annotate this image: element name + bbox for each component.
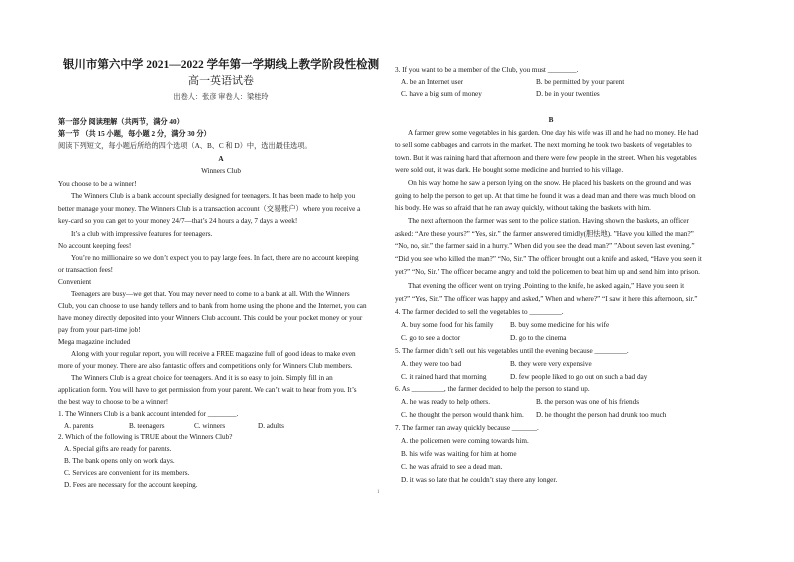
q5-option-a: A. they were too bad — [401, 360, 462, 368]
passage-line: or transaction fees! — [58, 266, 114, 274]
q1-option-c: C. winners — [194, 422, 226, 430]
question-7: 7. The farmer ran away quickly because _______. — [395, 424, 539, 432]
q4-option-a: A. buy some food for his family — [401, 321, 494, 329]
passage-line: going to help the person to get up. At that time he found it was a dead man and there was much blood on — [395, 192, 696, 200]
exam-authors: 出卷人：张彦 审卷人：梁桂玲 — [173, 93, 269, 101]
passage-line: have money directly deposited into your Winners Club account. This could be your pocket money or your — [58, 314, 363, 322]
passage-line: Teenagers are busy—we get that. You may never need to come to a bank at all. With the Winners — [71, 290, 350, 298]
passage-line: the best way to choose to be a winner! — [58, 398, 169, 406]
passage-line: Mega magazine included — [58, 338, 131, 346]
passage-line: You choose to be a winner! — [58, 180, 137, 188]
instruction-text: 阅读下列短文，每小题后所给的四个选项（A、B、C 和 D）中，选出最佳选项。 — [58, 142, 312, 150]
q6-option-b: B. the person was one of his friends — [536, 398, 640, 406]
passage-line: You’re no millionaire so we don’t expect you to pay large fees. In fact, there are no account keeping — [71, 254, 359, 262]
passage-a-label: A — [218, 155, 224, 163]
q4-option-b: B. buy some medicine for his wife — [510, 321, 610, 329]
q6-option-c: C. he thought the person would thank him. — [401, 411, 524, 419]
q3-option-d: D. be in your twenties — [536, 90, 600, 98]
part1-heading: 第一部分 阅读理解（共两节，满分 40） — [58, 118, 184, 126]
passage-line: pay from your part-time job! — [58, 326, 141, 334]
passage-line: yet?” “Yes, Sir.” The officer was happy and asked,” When and where?” “I saw it here this afternoon, sir.” — [395, 295, 698, 303]
q7-option-a: A. the policemen were coming towards him. — [401, 437, 529, 445]
q7-option-d: D. it was so late that he couldn’t stay there any longer. — [401, 476, 558, 484]
q7-option-c: C. he was afraid to see a dead man. — [401, 463, 503, 471]
q7-option-b: B. his wife was waiting for him at home — [401, 450, 517, 458]
passage-line: more of your money. There are also fantastic offers and competitions only for Winners Club members. — [58, 362, 353, 370]
passage-line: better manage your money. The Winners Club is a transaction account（交易账户）where you receive a — [58, 205, 361, 213]
q1-option-b: B. teenagers — [129, 422, 165, 430]
passage-line: No account keeping fees! — [58, 242, 132, 250]
q2-option-b: B. The bank opens only on work days. — [64, 457, 175, 465]
section1-heading: 第一节 （共 15 小题，每小题 2 分，满分 30 分） — [58, 130, 211, 138]
passage-line: yet?” “No, Sir.’ The officer became angry and told the policemen to beat him up and send him into prison. — [395, 268, 700, 276]
passage-line: It’s a club with impressive features for teenagers. — [71, 230, 213, 238]
passage-line: Club, you can choose to use handy tellers and to bank from home using the phone and the Internet, you can — [58, 302, 367, 310]
page-number: 1 — [377, 490, 380, 495]
passage-line: The next afternoon the farmer was sent to the police station. Having shown the baskets, an officer — [408, 217, 689, 225]
q2-option-a: A. Special gifts are ready for parents. — [64, 445, 172, 453]
passage-line: On his way home he saw a person lying on the snow. He placed his baskets on the ground and was — [408, 179, 692, 187]
question-4: 4. The farmer decided to sell the vegetables to _________. — [395, 308, 564, 316]
passage-line: asked: “Are these yours?” “Yes, sir.” the farmer answered timidly(胆怯地). ”Have you killed the man?” — [395, 230, 694, 238]
q2-option-c: C. Services are convenient for its members. — [64, 469, 190, 477]
passage-line: Convenient — [58, 278, 92, 286]
q5-option-c: C. it rained hard that morning — [401, 373, 487, 381]
exam-subtitle: 高一英语试卷 — [188, 75, 254, 87]
exam-title: 银川市第六中学 2021—2022 学年第一学期线上教学阶段性检测 — [62, 59, 380, 71]
question-5: 5. The farmer didn’t sell out his vegetables until the evening because _________. — [395, 347, 629, 355]
question-2: 2. Which of the following is TRUE about the Winners Club? — [58, 433, 233, 441]
passage-line: were sold out, it was dark. He bought some medicine and hurried to his village. — [395, 166, 624, 174]
passage-a-title: Winners Club — [201, 167, 241, 175]
passage-line: The Winners Club is a great choice for teenagers. And it is so easy to join. Simply fill in an — [71, 374, 333, 382]
q2-option-d: D. Fees are necessary for the account keeping. — [64, 481, 198, 489]
q3-option-a: A. be an Internet user — [401, 78, 464, 86]
passage-line: A farmer grew some vegetables in his garden. One day his wife was ill and he had no money. He had — [408, 129, 699, 137]
passage-b-label: B — [548, 116, 554, 124]
passage-line: to sell some cabbages and carrots in the market. The next morning he took two baskets of vegetables to — [395, 141, 692, 149]
passage-line: key-card so you can get to your money 24/7—that’s 24 hours a day, 7 days a week! — [58, 217, 298, 225]
question-6: 6. As _________, the farmer decided to help the person to stand up. — [395, 385, 590, 393]
passage-line: “Did you see who killed the man?” “No, Sir.” The officer brought out a knife and asked, “Have you seen it — [395, 255, 702, 263]
passage-line: town. But it was raining hard that afternoon and there were few people in the street. When his vegetables — [395, 154, 697, 162]
question-3: 3. If you want to be a member of the Club, you must ________. — [395, 66, 579, 74]
q5-option-d: D. few people liked to go out on such a bad day — [510, 373, 648, 381]
passage-line: “No, no, sir.” the farmer said in a hurry.” When did you see the dead man?” ”About seven last evening.” — [395, 242, 695, 250]
q5-option-b: B. they were very expensive — [510, 360, 592, 368]
q3-option-b: B. be permitted by your parent — [536, 78, 625, 86]
passage-line: That evening the officer went on trying .Pointing to the knife, he asked again,” Have you seen it — [408, 282, 685, 290]
q1-option-d: D. adults — [258, 422, 284, 430]
q4-option-c: C. go to see a doctor — [401, 334, 461, 342]
question-1: 1. The Winners Club is a bank account intended for ________. — [58, 410, 239, 418]
q1-option-a: A. parents — [64, 422, 94, 430]
q3-option-c: C. have a big sum of money — [401, 90, 482, 98]
passage-line: his body. He was so afraid that he ran away quickly, without taking the baskets with him. — [395, 204, 651, 212]
q6-option-a: A. he was ready to help others. — [401, 398, 491, 406]
passage-line: application form. You will have to get permission from your parent. We can’t wait to hear from you. It’s — [58, 386, 357, 394]
q4-option-d: D. go to the cinema — [510, 334, 567, 342]
passage-line: Along with your regular report, you will receive a FREE magazine full of good ideas to make even — [71, 350, 356, 358]
q6-option-d: D. he thought the person had drunk too much — [536, 411, 667, 419]
passage-line: The Winners Club is a bank account specially designed for teenagers. It has been made to help you — [71, 192, 356, 200]
